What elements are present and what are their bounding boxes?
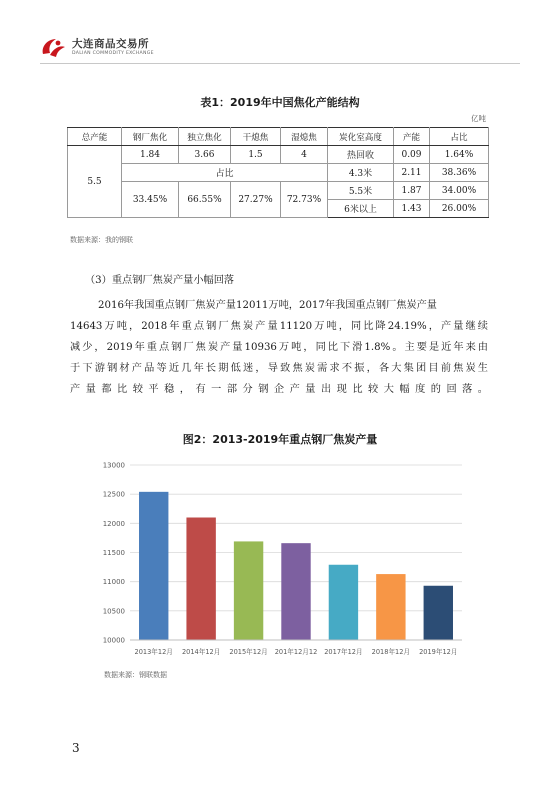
bar-3	[234, 541, 263, 640]
steel-coking-capacity: 1.84	[122, 146, 179, 164]
y-tick-label: 12500	[102, 490, 125, 499]
chart-title: 图2：2013-2019年重点钢厂焦炭产量	[182, 433, 378, 446]
total-capacity-cell: 5.5	[68, 146, 122, 218]
header-total-capacity: 总产能	[68, 128, 122, 146]
x-tick-label: 2015年12月	[229, 648, 268, 656]
header-capacity: 产能	[394, 128, 430, 146]
y-tick-label: 11000	[102, 578, 125, 587]
x-tick-label: 2019年12月	[419, 648, 458, 656]
bar-6	[376, 574, 405, 640]
chamber-height-cell: 4.3米	[328, 164, 394, 182]
y-tick-label: 11500	[102, 549, 125, 557]
independent-coking-capacity: 3.66	[179, 146, 231, 164]
table-row	[68, 164, 489, 182]
dry-quenching-ratio: 27.27%	[231, 182, 281, 218]
exchange-name-en: DALIAN COMMODITY EXCHANGE	[72, 51, 154, 56]
steel-coking-ratio: 33.45%	[122, 182, 179, 218]
header-divider	[40, 63, 520, 64]
coke-output-bar-chart	[92, 456, 470, 666]
y-tick-label: 12000	[102, 519, 125, 528]
ratio-label-cell: 占比	[122, 164, 328, 182]
x-tick-label: 2013年12月	[134, 648, 173, 656]
table-row	[68, 182, 489, 200]
table-title: 表1：2019年中国焦化产能结构	[200, 96, 360, 109]
header-independent-coking: 独立焦化	[179, 128, 231, 146]
table-header-row	[68, 128, 489, 146]
table-unit: 亿吨	[471, 114, 486, 123]
independent-coking-ratio: 66.55%	[179, 182, 231, 218]
header-chamber-height: 炭化室高度	[328, 128, 394, 146]
paragraph-line: 2016年我国重点钢厂焦炭产量12011万吨，2017年我国重点钢厂焦炭产量	[98, 300, 437, 311]
section-heading: （3）重点钢厂焦炭产量小幅回落	[85, 275, 235, 286]
header-share: 占比	[430, 128, 489, 146]
chamber-share-cell: 38.36%	[430, 164, 489, 182]
exchange-name-cn: 大连商品交易所	[72, 38, 149, 50]
wet-quenching-ratio: 72.73%	[281, 182, 328, 218]
paragraph-line: 产量都比较平稳，有一部分钢企产量出现比较大幅度的回落。	[70, 384, 488, 395]
x-tick-label: 2014年12月	[181, 648, 221, 656]
chamber-share-cell: 26.00%	[430, 200, 489, 218]
y-tick-label: 10000	[102, 636, 125, 645]
chamber-share-cell: 1.64%	[430, 146, 489, 164]
bar-2	[186, 518, 215, 641]
paragraph-line: 减少，2019年重点钢厂焦炭产量10936万吨，同比下滑1.8%。主要是近年来由	[70, 342, 488, 353]
chamber-capacity-cell: 2.11	[394, 164, 430, 182]
chamber-height-cell: 热回收	[328, 146, 394, 164]
x-tick-label: 201年12月12	[274, 648, 318, 656]
chamber-height-cell: 6米以上	[328, 200, 394, 218]
page-number: 3	[72, 741, 80, 755]
capacity-structure-table	[67, 127, 489, 218]
header-dry-quenching: 干熄焦	[231, 128, 281, 146]
chamber-capacity-cell: 1.43	[394, 200, 430, 218]
exchange-logo-icon	[40, 36, 66, 58]
x-tick-label: 2018年12月	[371, 648, 411, 656]
chart-source-note: 数据来源：钢联数据	[104, 671, 167, 679]
table-source-note: 数据来源：我的钢联	[70, 236, 133, 244]
y-tick-label: 10500	[102, 607, 125, 616]
paragraph-line: 14643万吨，2018年重点钢厂焦炭产量11120万吨，同比降24.19%，产量继续	[70, 321, 488, 332]
table-row	[68, 146, 489, 164]
header-wet-quenching: 湿熄焦	[281, 128, 328, 146]
bar-7	[424, 586, 453, 640]
chamber-height-cell: 5.5米	[328, 182, 394, 200]
wet-quenching-capacity: 4	[281, 146, 328, 164]
y-tick-label: 13000	[102, 461, 125, 470]
paragraph-line: 于下游钢材产品等近几年长期低迷，导致焦炭需求不振，各大集团目前焦炭生	[70, 363, 488, 374]
x-tick-label: 2017年12月	[324, 648, 363, 656]
bar-5	[329, 565, 358, 640]
header-steel-coking: 钢厂焦化	[122, 128, 179, 146]
dry-quenching-capacity: 1.5	[231, 146, 281, 164]
chamber-capacity-cell: 1.87	[394, 182, 430, 200]
chamber-capacity-cell: 0.09	[394, 146, 430, 164]
bar-1	[139, 492, 168, 640]
bar-4	[281, 543, 310, 640]
chamber-share-cell: 34.00%	[430, 182, 489, 200]
